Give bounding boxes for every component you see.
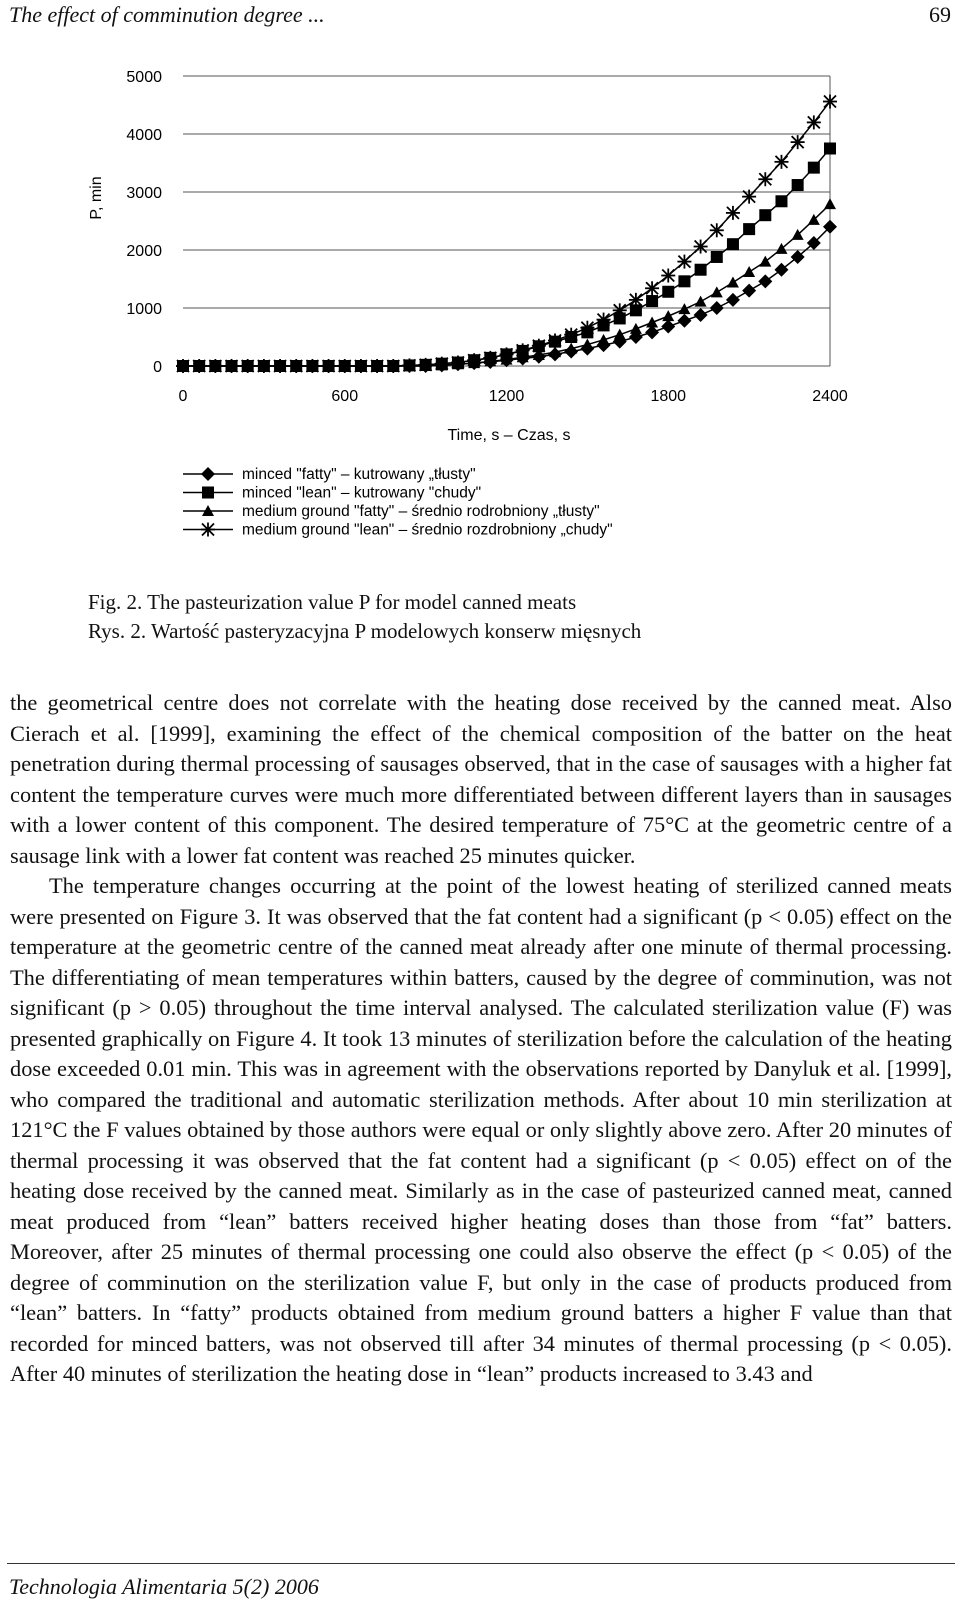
data-point	[289, 359, 303, 373]
data-point	[370, 359, 384, 373]
data-point	[791, 135, 805, 149]
figure-caption	[88, 588, 641, 646]
data-point	[726, 293, 740, 307]
series-square	[177, 143, 836, 373]
y-tick-label: 1000	[126, 301, 162, 318]
data-point	[677, 255, 691, 269]
data-point	[630, 323, 642, 334]
data-point	[598, 334, 610, 345]
footer-rule	[7, 1563, 955, 1564]
data-point	[824, 198, 836, 209]
data-point	[678, 303, 690, 314]
data-point	[580, 321, 594, 335]
data-point	[758, 172, 772, 186]
x-axis-label: Time, s – Czas, s	[447, 427, 571, 444]
paragraph-1: the geometrical centre does not correlate with the heating dose received by the canned meat. Also Cierach et al. [1999], examining the effect of the chemical composition of the batter on the heat penetration during thermal processing of sausages observed, that in the case of sausages with a higher fat content the temperature curves were much more differentiated between different layers than in sausages with a lower content of this component. The desired temperature of 75°C at the geometric centre of a sausage link with a lower fat content was reached 25 minutes quicker.	[10, 690, 952, 868]
chart-gridlines	[183, 76, 830, 366]
body-text	[10, 688, 952, 1390]
pasteurization-chart	[0, 40, 960, 560]
series-triangle	[177, 198, 836, 371]
data-point	[694, 240, 708, 254]
data-point	[241, 359, 255, 373]
data-point	[192, 359, 206, 373]
data-point	[467, 353, 481, 367]
data-point	[695, 296, 707, 307]
data-point	[742, 284, 756, 298]
series-asterisk	[176, 95, 837, 373]
data-point	[483, 351, 497, 365]
data-point	[743, 223, 755, 235]
data-point	[662, 286, 674, 298]
data-point	[758, 274, 772, 288]
data-point	[823, 95, 837, 109]
data-point	[548, 333, 562, 347]
chart-legend	[183, 466, 613, 539]
data-point	[451, 356, 465, 370]
y-tick-label: 2000	[126, 243, 162, 260]
data-point	[792, 179, 804, 191]
data-point	[645, 281, 659, 295]
data-point	[727, 238, 739, 250]
data-point	[419, 358, 433, 372]
legend-label: medium ground "lean" – średnio rozdrobniony „chudy"	[242, 521, 613, 539]
data-point	[662, 310, 674, 321]
running-title: The effect of comminution degree ...	[9, 2, 325, 27]
series-line	[183, 149, 830, 367]
data-point	[824, 143, 836, 155]
data-point	[774, 155, 788, 169]
data-point	[322, 359, 336, 373]
data-point	[646, 295, 658, 307]
data-point	[711, 251, 723, 263]
y-tick-label: 0	[153, 359, 162, 376]
page-number: 69	[929, 2, 951, 27]
data-point	[694, 308, 708, 322]
caption-polish: Rys. 2. Wartość pasteryzacyjna P modelowych konserw mięsnych	[88, 619, 642, 643]
data-point	[500, 347, 514, 361]
data-point	[614, 329, 626, 340]
paragraph-2: The temperature changes occurring at the point of the lowest heating of sterilized canned meats were presented on Figure 3. It was observed that the fat content had a significant (p < 0.05) effect on the temperature at the geometric centre of the canned meat already after one minute of thermal processing. The differentiating of mean temperatures within batters, caused by the degree of comminution, was not significant (p > 0.05) throughout the time interval analysed. The calculated sterilization value (F) was presented graphically on Figure 4. It took 13 minutes of sterilization before the calculation of the heating dose exceeded 0.01 min. This was in agreement with the observations reported by Danyluk et al. [1999], who compared the traditional and automatic sterilization methods. After about 10 min sterilization at 121°C the F values obtained by those authors were equal or only slightly above zero. After 20 minutes of thermal processing it was observed that the fat content had a significant (p < 0.05) effect on of the heating dose received by the canned meat. Similarly as in the case of pasteurized canned meat, canned meat produced from “lean” batters received higher heating doses than those from “fat” batters. Moreover, after 25 minutes of thermal processing one could also observe the effect (p < 0.05) of the degree of comminution on the sterilization value F, but only in the case of products produced from “lean” batters. In “fatty” products obtained from medium ground batters a higher F value than that recorded for minced batters, was not observed till after 34 minutes of thermal processing (p < 0.05). After 40 minutes of sterilization the heating dose in “lean” products increased to 3.43 and	[10, 873, 952, 1386]
data-point	[711, 286, 723, 297]
data-point	[646, 317, 658, 328]
legend-entry	[183, 466, 476, 483]
data-point	[661, 269, 675, 283]
data-point	[629, 293, 643, 307]
data-point	[759, 256, 771, 267]
data-point	[613, 303, 627, 317]
data-point	[176, 359, 190, 373]
data-point	[678, 275, 690, 287]
data-point	[759, 209, 771, 221]
y-tick-label: 3000	[126, 185, 162, 202]
data-point	[338, 359, 352, 373]
data-point	[532, 339, 546, 353]
data-point	[597, 313, 611, 327]
data-point	[807, 115, 821, 129]
legend-entry	[183, 485, 481, 502]
legend-marker-asterisk	[201, 523, 215, 537]
legend-entry	[183, 522, 613, 539]
data-point	[386, 359, 400, 373]
chart-series	[176, 95, 837, 373]
data-point	[726, 206, 740, 220]
x-tick-label: 600	[331, 388, 359, 405]
y-axis-ticks	[126, 69, 162, 376]
x-tick-label: 1200	[488, 388, 525, 405]
data-point	[727, 276, 739, 287]
x-axis-ticks	[179, 388, 848, 405]
data-point	[273, 359, 287, 373]
data-point	[677, 314, 691, 328]
journal-footer: Technologia Alimentaria 5(2) 2006	[9, 1574, 319, 1599]
legend-marker-diamond	[201, 467, 215, 481]
data-point	[402, 358, 416, 372]
data-point	[516, 343, 530, 357]
y-tick-label: 4000	[126, 127, 162, 144]
legend-marker-square	[202, 487, 214, 499]
x-tick-label: 1800	[650, 388, 687, 405]
data-point	[710, 301, 724, 315]
data-point	[564, 328, 578, 342]
data-point	[305, 359, 319, 373]
data-point	[808, 162, 820, 174]
legend-label: medium ground "fatty" – średnio rodrobniony „tłusty"	[242, 503, 600, 520]
legend-entry	[183, 503, 600, 520]
data-point	[208, 359, 222, 373]
data-point	[435, 357, 449, 371]
legend-label: minced "fatty" – kutrowany „tłusty"	[242, 466, 476, 483]
data-point	[774, 263, 788, 277]
series-line	[183, 102, 830, 366]
data-point	[710, 223, 724, 237]
data-point	[695, 264, 707, 276]
x-tick-label: 0	[178, 388, 188, 405]
y-tick-label: 5000	[126, 69, 162, 86]
data-point	[257, 359, 271, 373]
running-head	[9, 2, 951, 32]
data-point	[742, 190, 756, 204]
data-point	[743, 266, 755, 277]
data-point	[661, 320, 675, 334]
data-point	[354, 359, 368, 373]
y-axis-label: P, min	[88, 176, 105, 220]
data-point	[225, 359, 239, 373]
data-point	[775, 195, 787, 207]
caption-english: Fig. 2. The pasteurization value P for model canned meats	[88, 590, 577, 614]
x-tick-label: 2400	[812, 388, 848, 405]
legend-label: minced "lean" – kutrowany "chudy"	[242, 484, 482, 502]
